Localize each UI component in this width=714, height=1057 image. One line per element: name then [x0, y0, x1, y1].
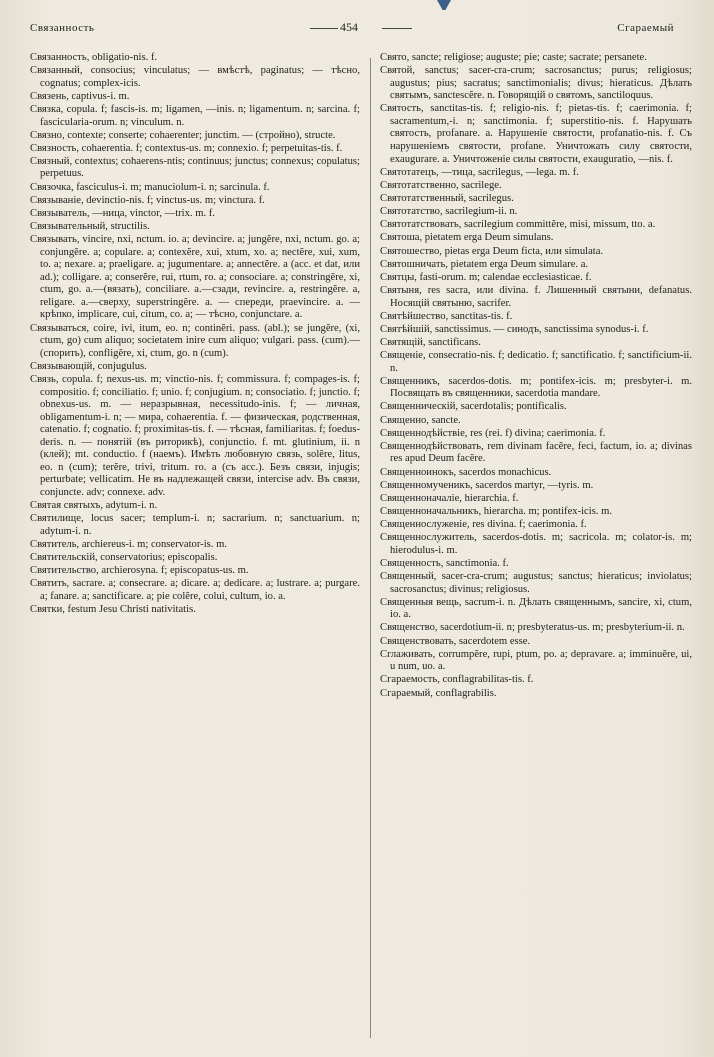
dictionary-entry: Святилище, locus sacer; templum-i. n; sacrarium. n; sanctuarium. n; adytum-i. n.	[30, 513, 360, 537]
dictionary-entry: Святошничать, pietatem erga Deum simulare. a.	[380, 258, 589, 270]
dictionary-entry: Сгараемый, conflagrabilis.	[380, 687, 497, 699]
dictionary-entry: Святотатствовать, sacrilegium committĕre, misi, missum, tto. a.	[380, 219, 656, 231]
page-header	[30, 18, 684, 40]
dictionary-entry: Священныя вещь, sacrum-i. n. Дѣлать священнымъ, sancire, xi, ctum, io. a.	[380, 596, 692, 621]
dictionary-entry: Святотатецъ, —тица, sacrilegus, —lega. m. f.	[380, 166, 579, 178]
dictionary-entry: Святотатство, sacrilegium-ii. n.	[380, 206, 518, 218]
dictionary-entry: Связно, contexte; conserte; cohaerenter; junctim. — (стройно), structe.	[30, 129, 336, 141]
dictionary-entry: Святотатственный, sacrilegus.	[380, 192, 514, 204]
dictionary-entry: Святить, sacrare. a; consecrare. a; dicare. a; dedicare. a; lustrare. a; purgare. a; fanare. a; sanctificare. a; pie colĕre, colui, cultum, io. a.	[30, 578, 360, 602]
dictionary-entry: Связочка, fasciculus-i. m; manuciolum-i. n; sarcinula. f.	[30, 181, 270, 193]
dictionary-entry: Святость, sanctitas-tis. f; religio-nis. f; pietas-tis. f; caerimonia. f; sacramentum,-i. n; sanctimonia. f; superstitio-nis. f. Нарушать святость, profanare. a. Нарушеніе святости, profanatio-nis. f. Съ нарушеніемъ святости, profane. Уничтожать силу святости, exaugurare. a. Уничтоженіе силы святости, exauguratio, —nis. f.	[380, 103, 692, 165]
dictionary-entry: Священнослуженіе, res divina. f; caerimonia. f.	[380, 519, 587, 531]
dictionary-entry: Священнодѣйствовать, rem divinam facĕre, feci, factum, io. a; divinas res apud Deum facĕre.	[380, 440, 692, 465]
dictionary-entry: Священноначаліе, hierarchia. f.	[380, 492, 519, 504]
dictionary-entry: Святѣйшій, sanctissimus. — синодъ, sanctissima synodus-i. f.	[380, 323, 649, 335]
dictionary-entry: Святительскій, conservatorius; episcopalis.	[30, 552, 218, 564]
left-column	[30, 52, 360, 617]
dictionary-entry: Связанный, consocius; vinculatus; — вмѣстѣ, paginatus; — тѣсно, cognatus; complex-icis.	[30, 65, 360, 89]
dictionary-entry: Священноинокъ, sacerdos monachicus.	[380, 466, 552, 478]
header-rule-right	[382, 28, 412, 29]
dictionary-entry: Святящій, sanctificans.	[380, 336, 481, 348]
dictionary-entry: Священнодѣйствіе, res (rei. f) divina; caerimonia. f.	[380, 427, 606, 439]
dictionary-entry: Святцы, fasti-orum. m; calendae ecclesiasticae. f.	[380, 271, 592, 283]
dictionary-entry: Связанность, obligatio-nis. f.	[30, 52, 158, 63]
dictionary-entry: Связный, contextus; cohaerens-ntis; continuus; junctus; connexus; copulatus; perpetuus.	[30, 155, 360, 180]
dictionary-entry: Святительство, archierosyna. f; episcopatus-us. m.	[30, 565, 249, 577]
dictionary-entry: Святоша, pietatem erga Deum simulans.	[380, 232, 554, 244]
right-column	[380, 52, 692, 701]
dictionary-entry: Святошество, pietas erga Deum ficta, или simulata.	[380, 245, 604, 257]
dictionary-entry: Святѣйшество, sanctitas-tis. f.	[380, 310, 513, 322]
dictionary-entry: Священноначальникъ, hierarcha. m; pontifex-icis. m.	[380, 505, 613, 517]
dictionary-entry: Священствовать, sacerdotem esse.	[380, 635, 531, 647]
header-rule-left	[310, 28, 338, 29]
dictionary-entry: Священнослужитель, sacerdos-dotis. m; sacricola. m; colator-is. m; hierodulus-i. m.	[380, 532, 692, 556]
dictionary-entry: Святыня, res sacra, или divina. f. Лишенный святыни, defanatus. Носящій святыню, sacrifer.	[380, 284, 692, 309]
header-left-guideword: Связанность	[30, 22, 95, 34]
dictionary-entry: Связка, copula. f; fascis-is. m; ligamen, —inis. n; ligamentum. n; sarcina. f; fascicularia-orum. n; vinculum. n.	[30, 103, 360, 128]
dictionary-entry: Связывательный, structilis.	[30, 221, 150, 233]
dictionary-entry: Связень, captivus-i. m.	[30, 90, 130, 102]
dictionary-entry: Священство, sacerdotium-ii. n; presbyteratus-us. m; presbyterium-ii. n.	[380, 622, 685, 634]
dictionary-entry: Свято, sancte; religiose; auguste; pie; caste; sacrate; persanete.	[380, 52, 647, 63]
column-divider	[370, 58, 371, 1038]
dictionary-entry: Священническій, sacerdotalis; pontificalis.	[380, 401, 567, 413]
dictionary-entry: Священникъ, sacerdos-dotis. m; pontifex-icis. m; presbyter-i. m. Посвящать въ священники, sacerdotia mandare.	[380, 375, 692, 400]
dictionary-entry: Связывать, vincire, nxi, nctum. io. a; devincire. a; jungĕre, nxi, nctum. go. a; conjungĕre. a; copulare. a; contexĕre, xui, xtum, xo. a; nectĕre, xui, xum, to. a; nexare. a; praeligare. a; jugumentare. a; annectĕre. a (acc. et dat, или ad.); colligare. a; conserĕre, rui, rtum, ro. a; consociare. a; constringĕre, xi, ctum, go. a.—(вязать), conciliare. a.—сзади, revincire. a, restringĕre. a, religare. a.—сверху, superstringĕre. a. — спереди, praevincire. a. — крѣпко, implicare, cui, citum, co. a; — тѣсно, conjunctare. a.	[30, 234, 360, 321]
bookmark-tab	[437, 0, 451, 10]
dictionary-entry: Связываніе, devinctio-nis. f; vinctus-us. m; vinctura. f.	[30, 194, 265, 206]
dictionary-entry: Священно, sancte.	[380, 414, 461, 426]
dictionary-entry: Сглаживать, corrumpĕre, rupi, ptum, po. a; depravare. a; imminuĕre, ui, u num, uo. a.	[380, 648, 692, 673]
dictionary-entry: Связыватель, —ница, vinctor, —trix. m. f.	[30, 207, 215, 219]
dictionary-entry: Сгараемость, conflagrabilitas-tis. f.	[380, 674, 534, 686]
page-number: 454	[340, 20, 358, 34]
dictionary-entry: Священномученикъ, sacerdos martyr, —tyris. m.	[380, 479, 594, 491]
dictionary-entry: Святитель, archiereus-i. m; conservator-is. m.	[30, 538, 227, 550]
dictionary-entry: Святки, festum Jesu Christi nativitatis.	[30, 603, 196, 615]
dictionary-entry: Связь, copula. f; nexus-us. m; vinctio-nis. f; commissura. f; compages-is. f; compositio. f; conciliatio. f; unio. f; conjugium. n; consociatio. f; junctio. f; obnexus-us. m. — неразрывная, necessitudo-inis. f; — личная, obligamentum-i. n; — мира, cohaerentia. f. — физическая, родственная, catenatio. f; cognatio. f; proximitas-tis. f. — тѣсная, familiaritas. f; foedus-deris. n. — понятій (въ риторикѣ), conjunctio. f. mt. glutinium, ii. n (клей); mt. conductio. f (наемъ). Имѣть любовную связь, solĕre, litus, eo. n (cum); terĕre, trivi, tritum. ro. a (съ acc.). Безъ связи, injugis; perturbate; vellicatim. Не въ надлежащей связи, intercise adv. Въ связи, conjuncte. adv; connexe. adv.	[30, 373, 360, 498]
dictionary-entry: Священіе, consecratio-nis. f; dedicatio. f; sanctificatio. f; sanctificium-ii. n.	[380, 350, 692, 374]
dictionary-entry: Священность, sanctimonia. f.	[380, 557, 509, 569]
dictionary-entry: Связывающій, conjugulus.	[30, 360, 147, 372]
dictionary-entry: Святой, sanctus; sacer-cra-crum; sacrosanctus; purus; religiosus; augustus; pius; sacratus; sanctimonialis; divus; hieraticus. Дѣлать святымъ, sanctescĕre. n. Говорящій о святомъ, sanctiloquus.	[380, 65, 692, 102]
dictionary-entry: Святая святыхъ, adytum-i. n.	[30, 500, 158, 512]
dictionary-entry: Святотатственно, sacrilege.	[380, 179, 502, 191]
header-right-guideword: Сгараемый	[617, 22, 674, 34]
dictionary-entry: Связываться, coire, ivi, itum, eo. n; continĕri. pass. (abl.); se jungĕre, (xi, ctum, go) cum aliquo; societatem inire cum aliquo; vulgari. pass. (cum).—(спорить), confligĕre, xi, ctum, go. n (cum).	[30, 322, 360, 359]
dictionary-entry: Связность, cohaerentia. f; contextus-us. m; connexio. f; perpetuitas-tis. f.	[30, 142, 343, 154]
dictionary-entry: Священный, sacer-cra-crum; augustus; sanctus; hieraticus; inviolatus; sacrosanctus; divinus; religiosus.	[380, 571, 692, 595]
